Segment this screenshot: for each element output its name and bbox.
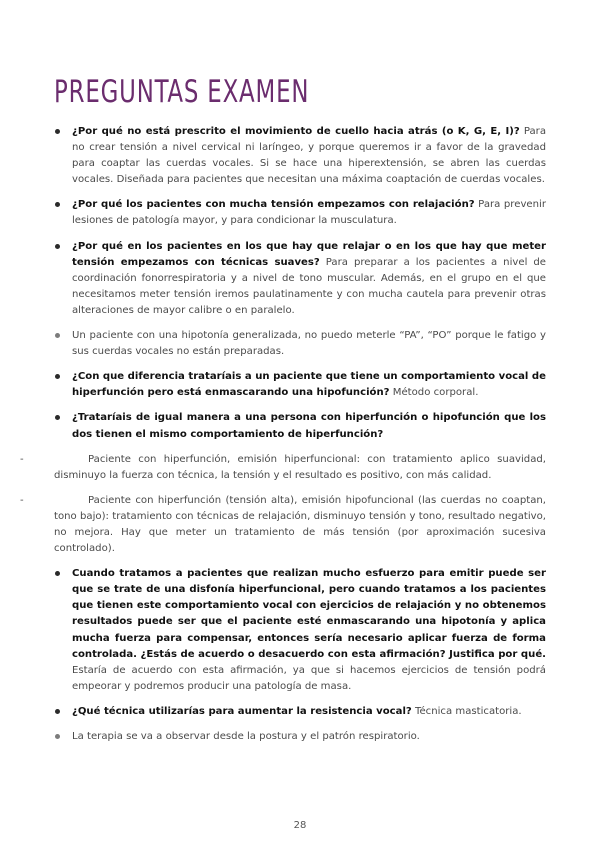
question-text: ¿Con que diferencia trataríais a un paciente que tiene un comportamiento vocal de hiperfunción pero está enmascarando una hipofunción? [72, 371, 546, 399]
answer-text: Un paciente con una hipotonía generalizada, no puedo meterle “PA”, “PO” porque le fatigo y sus cuerdas vocales no están preparadas. [72, 330, 546, 358]
answer-text: Para prevenir lesiones de patología mayor, y para condicionar la musculatura. [72, 199, 546, 227]
list-item [54, 369, 546, 401]
bullet-icon [55, 415, 60, 420]
answer-text: Para no crear tensión a nivel cervical ni laríngeo, y porque queremos ir a favor de la gravedad para coaptar las cuerdas vocales. Si se hace una hiperextensión, se abren las cuerdas vocales. Diseñada para pacientes que necesitan una máxima coaptación de cuerdas vocales. [72, 126, 546, 186]
page-content [20, 124, 546, 754]
page-number: 28 [293, 820, 307, 831]
question-text: ¿Por qué en los pacientes en los que hay que relajar o en los que hay que meter tensión empezamos con técnicas suaves? [72, 240, 546, 268]
answer-text: Técnica masticatoria. [411, 705, 522, 717]
answer-text: La terapia se va a observar desde la postura y el patrón respiratorio. [72, 731, 420, 742]
dash-item [20, 493, 546, 557]
question-text: ¿Por qué los pacientes con mucha tensión empezamos con relajación? [72, 199, 475, 211]
answer-text: Método corporal. [389, 387, 479, 399]
bullet-icon [55, 333, 60, 338]
dash-text: Paciente con hiperfunción (tensión alta), emisión hipofuncional (las cuerdas no coaptan, tono bajo): tratamiento con técnicas de relajación, disminuyo tensión y tono, resultado negativo, no mejora. Hay que meter un tratamiento de más tensión (por aproximación sucesiva controlado). [54, 494, 546, 555]
bullet-icon [55, 202, 60, 207]
list-item [54, 729, 546, 745]
list-item [54, 410, 546, 442]
answer-text: Para preparar a los pacientes a nivel de coordinación fonorrespiratoria y a nivel de tono muscular. Además, en el grupo en el que necesitamos meter tensión iremos paulatinamente y con mucha cautela para prevenir otras alteraciones de mayor calibre o en paralelo. [72, 256, 546, 316]
list-item [54, 704, 546, 720]
list-item [54, 124, 546, 188]
question-text: ¿Qué técnica utilizarías para aumentar la resistencia vocal? [72, 705, 412, 717]
page-title: PREGUNTAS EXAMEN [54, 74, 310, 110]
list-item [54, 566, 546, 695]
question-text: Cuando tratamos a pacientes que realizan mucho esfuerzo para emitir puede ser que se trate de una disfonía hiperfuncional, pero cuando tratamos a los pacientes que tienen este comportamiento vocal con ejercicios de relajación y no obtenemos resultados puede ser que el paciente esté enmascarando una hipotonía y aplica mucha fuerza para compensar, entonces sería necesario aplicar fuerza de forma controlada. ¿Estás de acuerdo o desacuerdo con esta afirmación? Justifica por qué. [72, 568, 546, 660]
bullet-icon [55, 129, 60, 134]
list-item [54, 328, 546, 360]
dash-item [20, 452, 546, 484]
dash-text: Paciente con hiperfunción, emisión hiperfuncional: con tratamiento aplico suavidad, disminuyo la fuerza con técnica, la tensión y el resultado es positivo, con más calidad. [54, 453, 546, 481]
bullet-icon [55, 244, 60, 249]
dash-mark: - [20, 453, 24, 465]
list-item [54, 197, 546, 229]
list-item [54, 239, 546, 319]
bullet-icon [55, 374, 60, 379]
question-text: ¿Por qué no está prescrito el movimiento de cuello hacia atrás (o K, G, E, I)? [72, 126, 520, 137]
bullet-icon [55, 571, 60, 576]
dash-mark: - [20, 494, 24, 506]
question-text: ¿Trataríais de igual manera a una persona con hiperfunción o hipofunción que los dos tienen el mismo comportamiento de hiperfunción? [72, 412, 546, 440]
bullet-icon [55, 709, 60, 714]
bullet-icon [55, 734, 60, 739]
answer-text: Estaría de acuerdo con esta afirmación, ya que si hacemos ejercicios de tensión podrá empeorar y podremos producir una patología de masa. [72, 664, 546, 692]
